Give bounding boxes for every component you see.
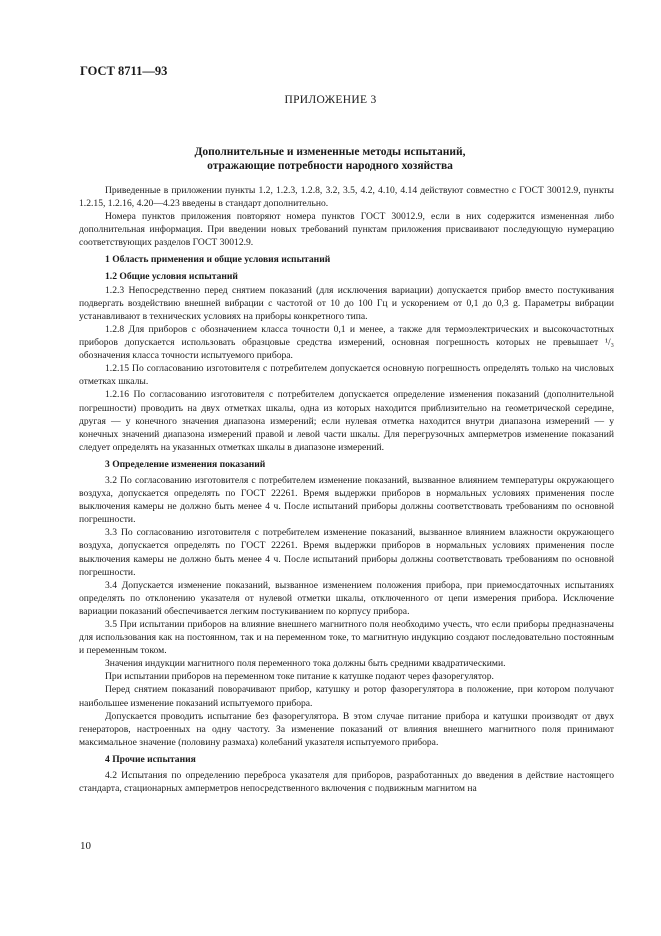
clause-1-2-15: 1.2.15 По согласованию изготовителя с потребителем допускается основную погрешность определять только на числовых отметках шкалы. [79,363,614,388]
clause-3-5-ac-supply: При испытании приборов на переменном токе питание к катушке подают через фазорегулятор. [105,671,494,683]
clause-4-2: 4.2 Испытания по определению переброса указателя для приборов, разработанных до введения в действие настоящего стандарта, стационарных амперметров непосредственного включения с подвижным магнитом на [79,770,614,795]
clause-3-5-rotation: Перед снятием показаний поворачивают прибор, катушку и ротор фазорегулятора в положение, при котором получают наибольшее изменение показаний испытуемого прибора. [79,684,614,709]
clause-3-3: 3.3 По согласованию изготовителя с потребителем изменение показаний, вызванное влиянием влажности окружающего воздуха, допускается определять по ГОСТ 22261. Время выдержки приборов в нормальных условиях применения после выключения камеры не должно быть менее 4 ч. После испытаний приборы должны соответствовать требованиям по основной погрешности. [79,527,614,578]
title-line-2: отражающие потребности народного хозяйства [207,160,453,172]
page-number: 10 [80,840,91,852]
clause-3-5-induction: Значения индукции магнитного поля переменного тока должны быть средними квадратическими. [105,658,506,670]
intro-paragraph-1: Приведенные в приложении пункты 1.2, 1.2.3, 1.2.8, 3.2, 3.5, 4.2, 4.10, 4.14 действуют совместно с ГОСТ 30012.9, пункты 1.2.15, 1.2.16, 4.20—4.23 введены в стандарт дополнительно. [79,185,614,210]
clause-1-2-8: 1.2.8 Для приборов с обозначением класса точности 0,1 и менее, а также для термоэлектрических и высокочастотных приборов допускается использовать образцовые средства измерений, основная погрешность которых не превышает ¹/₃ обозначения класса точности испытуемого прибора. [79,323,614,362]
clause-1-2-16: 1.2.16 По согласованию изготовителя с потребителем допускается определение изменения показаний (дополнительной погрешности) проводить на двух отметках шкалы, одна из которых находится приблизительно на геометрической середине, другая — у конечного значения диапазона измерений; если нулевая отметка находится внутри диапазона измерений — у конечных значений диапазона измерений правой и левой части шкалы. Для перегрузочных амперметров изменение показаний следует определять на указанных отметках шкалы в диапазоне измерений. [79,389,614,453]
intro-paragraph-2: Номера пунктов приложения повторяют номера пунктов ГОСТ 30012.9, если в них содержится измененная либо дополнительная информация. При введении новых требований пунктам приложения присваивают последующую нумерацию соответствующих разделов ГОСТ 30012.9. [79,211,614,249]
section-1-2-heading: 1.2 Общие условия испытаний [105,270,238,282]
title-line-1: Дополнительные и измененные методы испытаний, [194,146,466,158]
clause-3-4: 3.4 Допускается изменение показаний, вызванное изменением положения прибора, при приемосдаточных испытаниях определять по отклонению указателя от нулевой отметки шкалы, отключенного от цепи измерения прибора. Исключение вариации показаний обеспечивается легким постукиванием по корпусу прибора. [79,579,614,617]
section-1-heading: 1 Область применения и общие условия испытаний [105,254,331,266]
clause-1-2-3: 1.2.3 Непосредственно перед снятием показаний (для исключения вариации) допускается прибор вместо постукивания подвергать воздействию внешней вибрации с частотой от 10 до 100 Гц и ускорением от 0,1 до 0,3 g. Параметры вибрации устанавливают в технических условиях на приборы конкретного типа. [79,284,614,322]
section-4-heading: 4 Прочие испытания [105,753,196,765]
document-body [79,184,614,795]
appendix-label: ПРИЛОЖЕНИЕ 3 [284,94,377,106]
appendix-title [120,145,540,173]
clause-3-2: 3.2 По согласованию изготовителя с потребителем изменение показаний, вызванное влиянием температуры окружающего воздуха, допускается определять по ГОСТ 22261. Время выдержки приборов в нормальных условиях применения после выключения камеры не должно быть менее 4 ч. После испытаний приборы должны соответствовать требованиям по основной погрешности. [79,474,614,526]
clause-3-5-generators: Допускается проводить испытание без фазорегулятора. В этом случае питание прибора и катушки производят от двух генераторов, настроенных на одну частоту. За изменение показаний от влияния внешнего магнитного поля принимают максимальное значение (половину размаха) колебаний указателя испытуемого прибора. [79,710,614,748]
section-3-heading: 3 Определение изменения показаний [105,458,266,470]
clause-3-5: 3.5 При испытании приборов на влияние внешнего магнитного поля необходимо учесть, что если приборы предназначены для использования как на постоянном, так и на переменном токе, то магнитную индукцию создают последовательно постоянным и переменным током. [79,619,614,657]
document-header: ГОСТ 8711—93 [80,64,168,78]
